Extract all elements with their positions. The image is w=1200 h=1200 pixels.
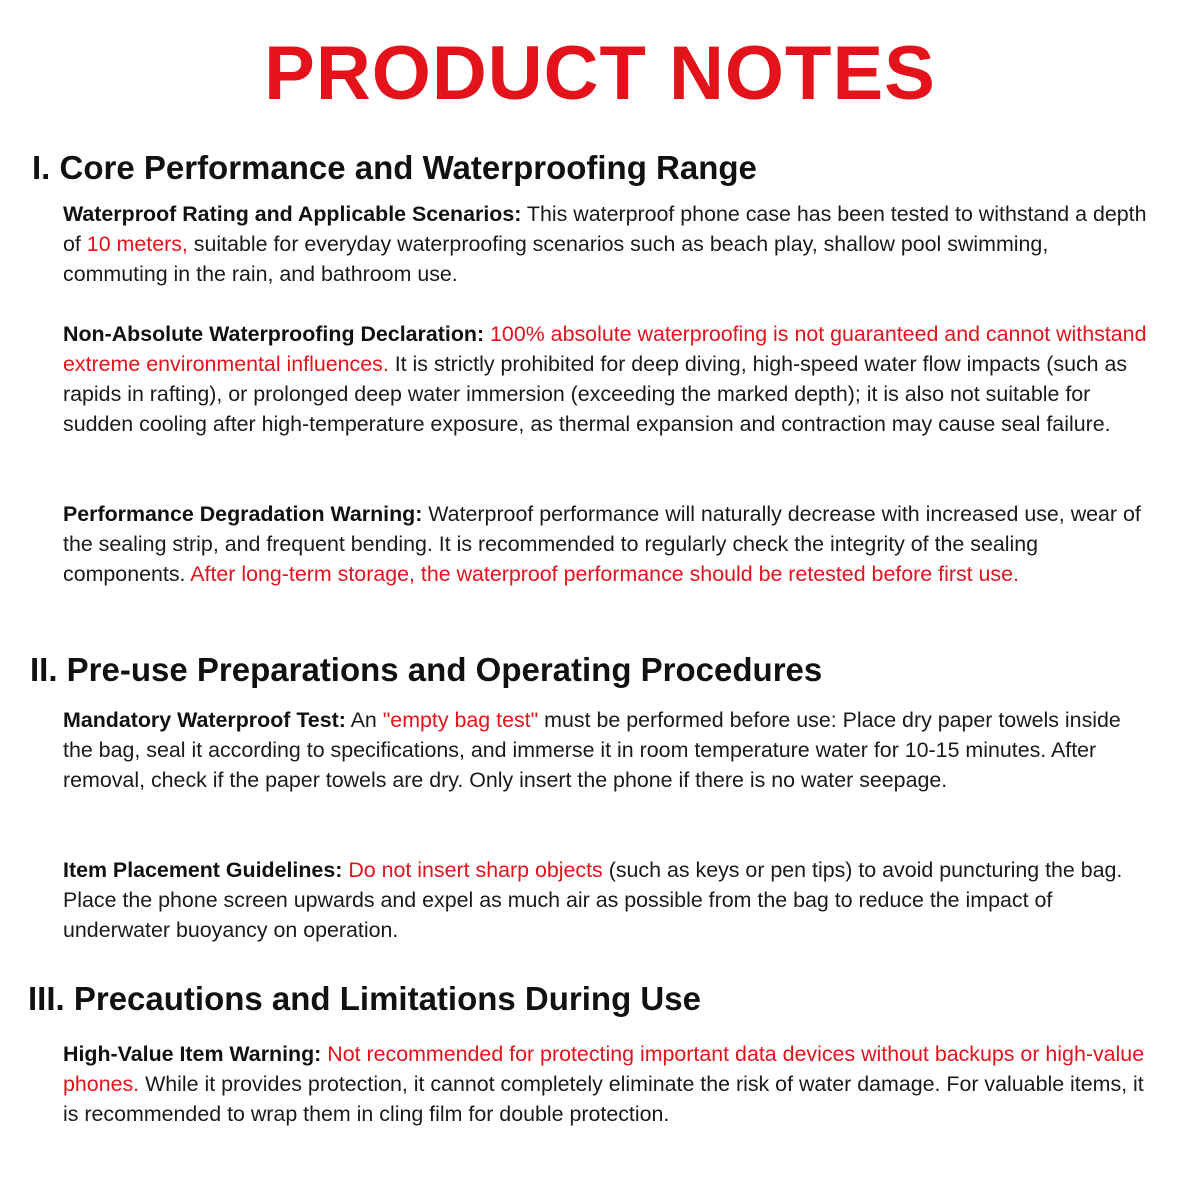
note-text: must be performed before use: Place dry paper towels inside the bag, seal it according to specifications, and immerse it in room temperature water for 10-15 minutes. After removal, check if the paper towels are dry. Only insert the phone if there is no water seepage.: [63, 708, 1121, 792]
note-label: Mandatory Waterproof Test:: [63, 708, 346, 732]
note-label: High-Value Item Warning:: [63, 1042, 322, 1066]
note-highlight: Do not insert sharp objects: [348, 858, 603, 882]
note-non-absolute-declaration: [63, 319, 1153, 439]
note-label: Non-Absolute Waterproofing Declaration:: [63, 322, 485, 346]
section-heading-precautions: III. Precautions and Limitations During Use: [28, 980, 701, 1017]
section-heading-core-performance: I. Core Performance and Waterproofing Range: [32, 149, 757, 186]
note-text: Waterproof performance will naturally decrease with increased use, wear of the sealing strip, and frequent bending. It is recommended to regularly check the integrity of the sealing components.: [63, 502, 1141, 586]
note-highlight: 100% absolute waterproofing is not guaranteed and cannot withstand extreme environmental influences.: [63, 322, 1147, 376]
note-text: While it provides protection, it cannot completely eliminate the risk of water damage. For valuable items, it is recommended to wrap them in cling film for double protection.: [63, 1072, 1144, 1126]
note-text: This waterproof phone case has been tested to withstand a depth of: [63, 202, 1147, 256]
note-high-value-warning: [63, 1039, 1153, 1129]
note-label: Waterproof Rating and Applicable Scenarios:: [63, 202, 522, 226]
note-text: (such as keys or pen tips) to avoid puncturing the bag. Place the phone screen upwards and expel as much air as possible from the bag to reduce the impact of underwater buoyancy on operation.: [63, 858, 1123, 942]
note-highlight: "empty bag test": [382, 708, 539, 732]
note-label: Item Placement Guidelines:: [63, 858, 343, 882]
note-text: An: [345, 708, 383, 732]
note-highlight: After long-term storage, the waterproof performance should be retested before first use.: [190, 562, 1019, 586]
note-text: It is strictly prohibited for deep diving, high-speed water flow impacts (such as rapids in rafting), or prolonged deep water immersion (exceeding the marked depth); it is also not suitable for sudden cooling after high-temperature exposure, as thermal expansion and contraction may cause seal failure.: [63, 352, 1128, 436]
note-performance-degradation: [63, 499, 1153, 589]
note-item-placement: [63, 855, 1153, 945]
note-highlight: Not recommended for protecting important data devices without backups or high-value phones.: [63, 1042, 1145, 1096]
page-title: PRODUCT NOTES: [264, 31, 936, 116]
note-mandatory-test: [63, 705, 1153, 795]
section-heading-pre-use: II. Pre-use Preparations and Operating Procedures: [30, 651, 823, 688]
note-label: Performance Degradation Warning:: [63, 502, 423, 526]
note-text: suitable for everyday waterproofing scenarios such as beach play, shallow pool swimming, commuting in the rain, and bathroom use.: [63, 232, 1049, 286]
note-highlight: 10 meters,: [86, 232, 188, 256]
note-waterproof-rating: [63, 199, 1153, 289]
